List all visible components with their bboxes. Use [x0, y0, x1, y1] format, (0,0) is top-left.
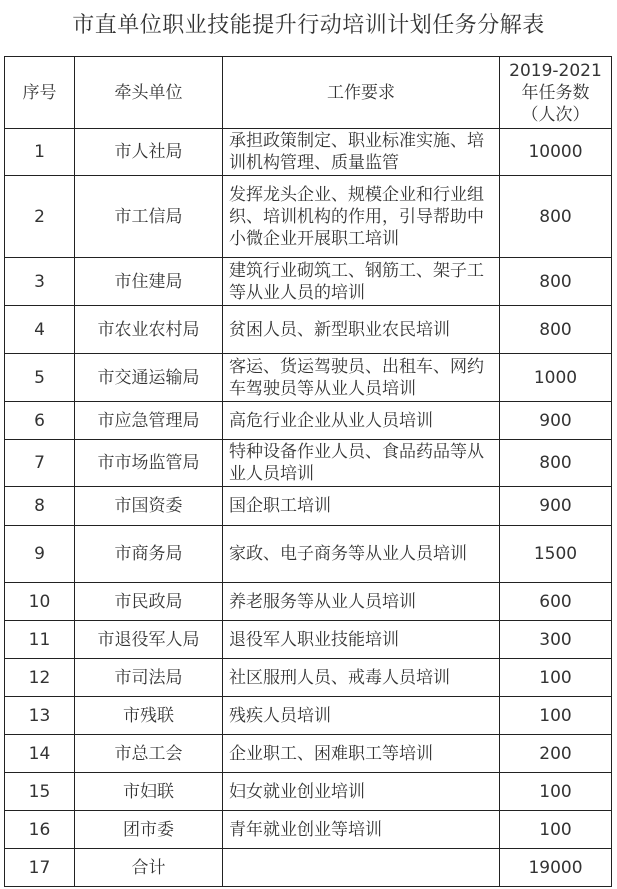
row-no: 11: [5, 621, 75, 659]
row-count: 100: [500, 697, 612, 735]
header-requirement: 工作要求: [223, 57, 500, 129]
row-requirement: 青年就业创业等培训: [223, 811, 500, 849]
row-unit: 市应急管理局: [75, 402, 223, 440]
table-row: [5, 176, 612, 258]
header-count-line2: 年任务数: [521, 82, 590, 103]
row-no: 8: [5, 487, 75, 526]
header-task-count: [500, 57, 612, 129]
table-row: [5, 526, 612, 583]
row-unit: 团市委: [75, 811, 223, 849]
row-count: 800: [500, 306, 612, 354]
row-unit: 市民政局: [75, 583, 223, 621]
row-requirement: 社区服刑人员、戒毒人员培训: [223, 659, 500, 697]
row-requirement: 建筑行业砌筑工、钢筋工、架子工等从业人员的培训: [223, 258, 500, 306]
table-row: [5, 697, 612, 735]
row-count: 1500: [500, 526, 612, 583]
task-table: [4, 56, 612, 887]
row-unit: 市妇联: [75, 773, 223, 811]
row-no: 15: [5, 773, 75, 811]
row-count: 19000: [500, 849, 612, 887]
row-requirement: 养老服务等从业人员培训: [223, 583, 500, 621]
table-row: [5, 583, 612, 621]
row-count: 900: [500, 402, 612, 440]
row-requirement: 退役军人职业技能培训: [223, 621, 500, 659]
row-requirement: 家政、电子商务等从业人员培训: [223, 526, 500, 583]
header-no: 序号: [5, 57, 75, 129]
row-no: 17: [5, 849, 75, 887]
row-requirement: 国企职工培训: [223, 487, 500, 526]
table-row: [5, 258, 612, 306]
row-no: 16: [5, 811, 75, 849]
table-row: [5, 659, 612, 697]
header-count-line3: （人次）: [521, 104, 590, 125]
row-unit: 市市场监管局: [75, 440, 223, 487]
row-count: 100: [500, 659, 612, 697]
row-unit: 市商务局: [75, 526, 223, 583]
row-count: 100: [500, 811, 612, 849]
table-row: [5, 735, 612, 773]
row-no: 14: [5, 735, 75, 773]
table-row: [5, 129, 612, 176]
row-count: 800: [500, 440, 612, 487]
row-unit: 市住建局: [75, 258, 223, 306]
row-no: 5: [5, 354, 75, 402]
row-requirement: [223, 849, 500, 887]
row-requirement: 企业职工、困难职工等培训: [223, 735, 500, 773]
table-row: [5, 402, 612, 440]
row-requirement: 妇女就业创业培训: [223, 773, 500, 811]
row-unit: 市农业农村局: [75, 306, 223, 354]
page-title: 市直单位职业技能提升行动培训计划任务分解表: [72, 13, 545, 38]
row-count: 800: [500, 176, 612, 258]
row-count: 600: [500, 583, 612, 621]
row-requirement: 特种设备作业人员、食品药品等从业人员培训: [223, 440, 500, 487]
row-no: 10: [5, 583, 75, 621]
row-unit: 市总工会: [75, 735, 223, 773]
row-requirement: 贫困人员、新型职业农民培训: [223, 306, 500, 354]
row-no: 13: [5, 697, 75, 735]
table-row: [5, 440, 612, 487]
row-no: 1: [5, 129, 75, 176]
row-no: 2: [5, 176, 75, 258]
row-unit: 市人社局: [75, 129, 223, 176]
row-count: 900: [500, 487, 612, 526]
row-count: 800: [500, 258, 612, 306]
row-no: 7: [5, 440, 75, 487]
row-no: 6: [5, 402, 75, 440]
table-header-row: [5, 57, 612, 129]
row-no: 12: [5, 659, 75, 697]
row-no: 3: [5, 258, 75, 306]
row-no: 9: [5, 526, 75, 583]
row-count: 200: [500, 735, 612, 773]
header-unit: 牵头单位: [75, 57, 223, 129]
row-unit: 市交通运输局: [75, 354, 223, 402]
table-row: [5, 811, 612, 849]
table-row: [5, 354, 612, 402]
row-count: 10000: [500, 129, 612, 176]
table-row: [5, 621, 612, 659]
row-unit: 市退役军人局: [75, 621, 223, 659]
row-count: 1000: [500, 354, 612, 402]
row-unit: 市司法局: [75, 659, 223, 697]
row-count: 300: [500, 621, 612, 659]
row-requirement: 客运、货运驾驶员、出租车、网约车驾驶员等从业人员培训: [223, 354, 500, 402]
row-unit: 市残联: [75, 697, 223, 735]
table-row-total: [5, 849, 612, 887]
row-unit: 市工信局: [75, 176, 223, 258]
row-requirement: 高危行业企业从业人员培训: [223, 402, 500, 440]
table-row: [5, 306, 612, 354]
row-unit: 市国资委: [75, 487, 223, 526]
row-requirement: 发挥龙头企业、规模企业和行业组织、培训机构的作用，引导帮助中小微企业开展职工培训: [223, 176, 500, 258]
row-unit: 合计: [75, 849, 223, 887]
table-row: [5, 487, 612, 526]
header-count-line1: 2019-2021: [509, 60, 602, 81]
row-requirement: 残疾人员培训: [223, 697, 500, 735]
table-row: [5, 773, 612, 811]
row-no: 4: [5, 306, 75, 354]
row-count: 100: [500, 773, 612, 811]
row-requirement: 承担政策制定、职业标准实施、培训机构管理、质量监管: [223, 129, 500, 176]
